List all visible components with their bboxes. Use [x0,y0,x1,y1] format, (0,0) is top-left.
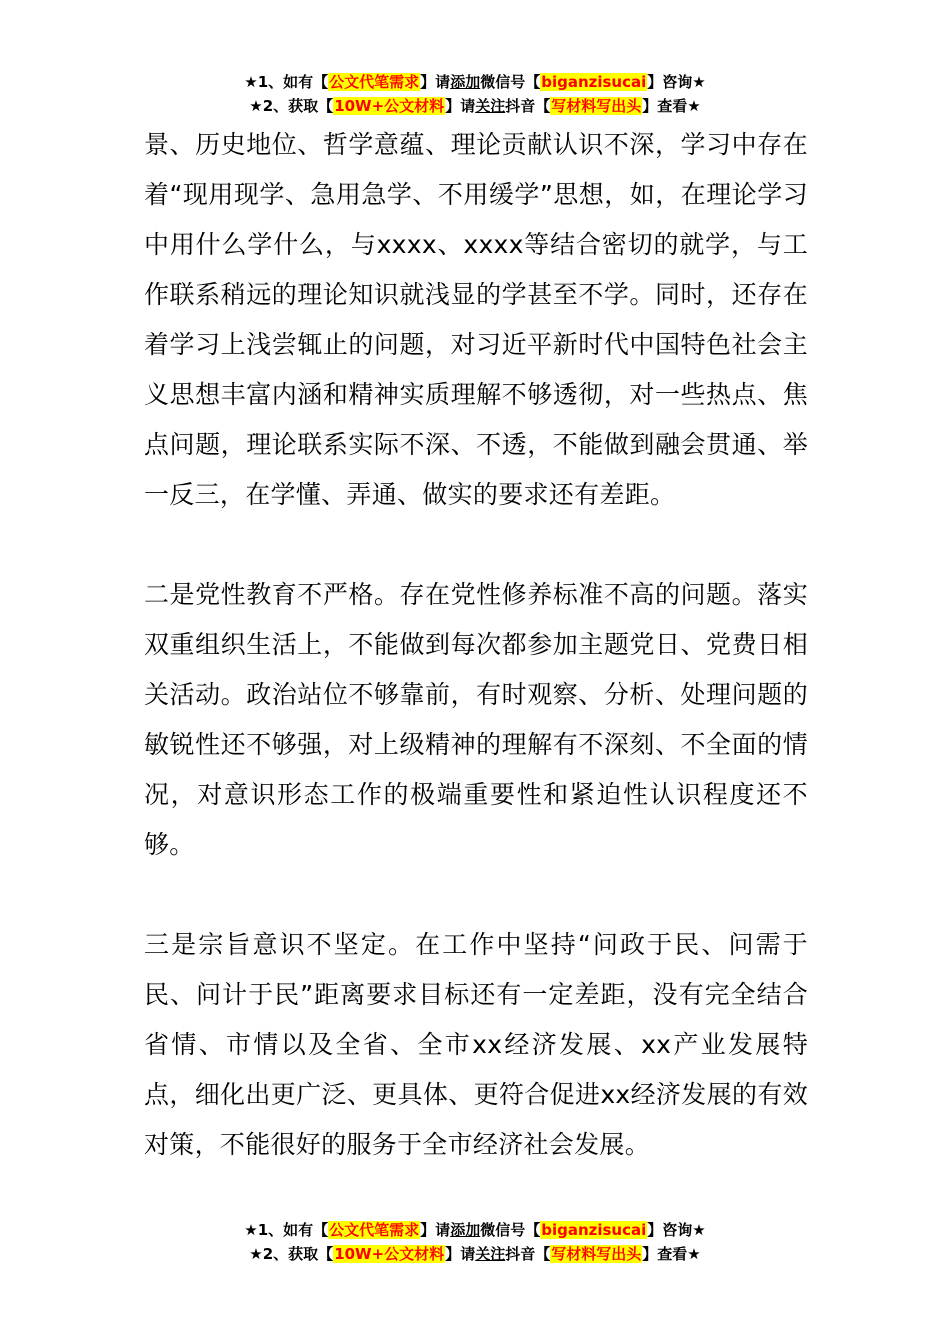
banner-line-1: ★1、如有【公文代笔需求】请添加微信号【biganzisucai】咨询★ [244,1221,706,1239]
paragraph-purpose-awareness: 三是宗旨意识不坚定。在工作中坚持“问政于民、问需于民、问计于民”距离要求目标还有一定差距，没有完全结合省情、市情以及全省、全市xx经济发展、xx产业发展特点，细化出更广泛、更具体、更符合促进xx经济发展的有效对策，不能很好的服务于全市经济社会发展。 [144,930,808,1159]
banner-highlight: 写材料写出头 [551,97,642,115]
banner-highlight: 写材料写出头 [551,1245,642,1263]
footer-banner [0,1218,950,1266]
banner-highlight: 10W+公文材料 [334,97,445,115]
banner-line-2: ★2、获取【10W+公文材料】请关注抖音【写材料写出头】查看★ [249,1245,701,1263]
banner-highlight: 公文代笔需求 [329,73,420,91]
banner-line-2: ★2、获取【10W+公文材料】请关注抖音【写材料写出头】查看★ [249,97,701,115]
paragraph-party-education: 二是党性教育不严格。存在党性修养标准不高的问题。落实双重组织生活上，不能做到每次都参加主题党日、党费日相关活动。政治站位不够靠前，有时观察、分析、处理问题的敏锐性还不够强，对上级精神的理解有不深刻、不全面的情况，对意识形态工作的极端重要性和紧迫性认识程度还不够。 [144,580,808,859]
banner-line-1: ★1、如有【公文代笔需求】请添加微信号【biganzisucai】咨询★ [244,73,706,91]
header-banner [0,70,950,118]
banner-highlight: biganzisucai [541,1221,647,1239]
banner-highlight: 10W+公文材料 [334,1245,445,1263]
banner-highlight: 公文代笔需求 [329,1221,420,1239]
paragraph-theory-study: 景、历史地位、哲学意蕴、理论贡献认识不深，学习中存在着“现用现学、急用急学、不用缓学”思想，如，在理论学习中用什么学什么，与xxxx、xxxx等结合密切的就学，与工作联系稍远的理论知识就浅显的学甚至不学。同时，还存在着学习上浅尝辄止的问题，对习近平新时代中国特色社会主义思想丰富内涵和精神实质理解不够透彻，对一些热点、焦点问题，理论联系实际不深、不透，不能做到融会贯通、举一反三，在学懂、弄通、做实的要求还有差距。 [144,130,808,509]
document-body [144,120,808,1170]
banner-highlight: biganzisucai [541,73,647,91]
